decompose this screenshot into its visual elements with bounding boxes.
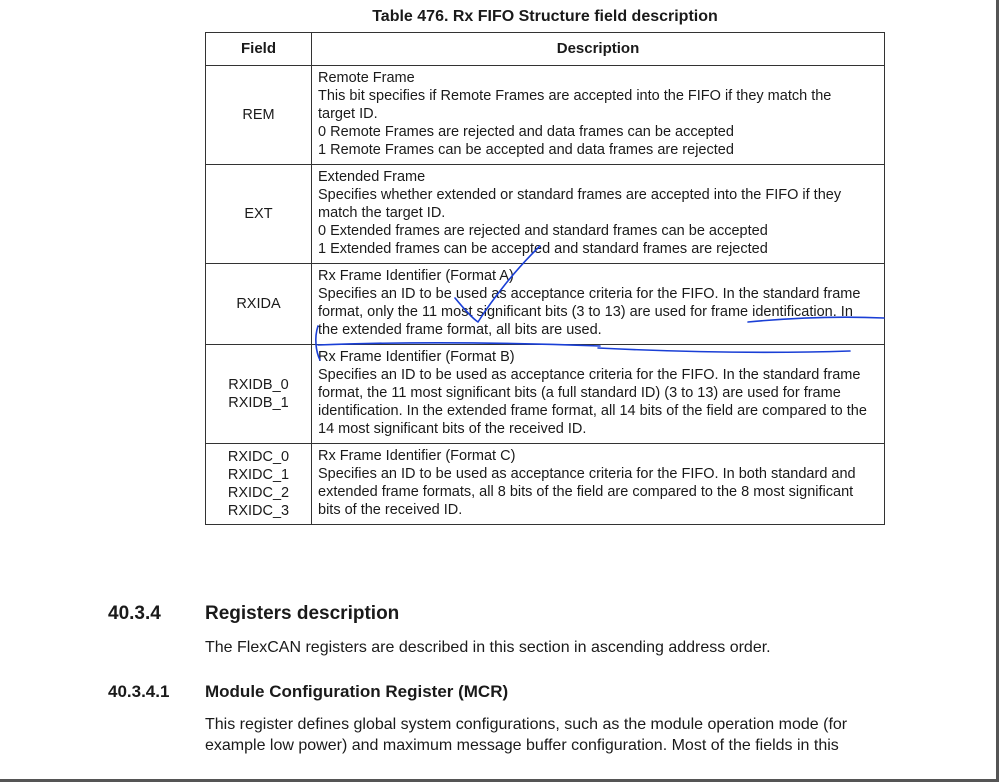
description-line: 0 Remote Frames are rejected and data frames can be accepted xyxy=(318,124,734,140)
body-line: example low power) and maximum message buffer configuration. Most of the fields in this xyxy=(205,737,839,754)
body-line: This register defines global system configurations, such as the module operation mode (for xyxy=(205,716,848,733)
description-line: match the target ID. xyxy=(318,205,446,221)
description-line: target ID. xyxy=(318,106,378,122)
field-cell xyxy=(206,66,312,165)
table-row-rxida xyxy=(206,264,885,345)
section-number: 40.3.4 xyxy=(108,603,161,624)
description-cell xyxy=(312,66,885,165)
table-caption: Table 476. Rx FIFO Structure field description xyxy=(372,8,718,25)
subsection-number: 40.3.4.1 xyxy=(108,682,170,701)
subsection-title: Module Configuration Register (MCR) xyxy=(205,682,509,701)
field-name: RXIDC_1 xyxy=(227,467,290,483)
field-name: EXT xyxy=(244,206,273,222)
description-cell xyxy=(312,165,885,264)
field-column-header: Field xyxy=(206,33,312,66)
description-cell xyxy=(312,264,885,345)
field-name: RXIDC_3 xyxy=(227,503,290,519)
description-line: Remote Frame xyxy=(318,70,415,86)
description-line: 1 Extended frames can be accepted and standard frames are rejected xyxy=(318,241,768,257)
description-line: 1 Remote Frames can be accepted and data frames are rejected xyxy=(318,142,734,158)
table-header-row xyxy=(206,33,885,66)
description-line: identification. In the extended frame format, all 14 bits of the field are compared to the xyxy=(318,403,867,419)
description-line: This bit specifies if Remote Frames are accepted into the FIFO if they match the xyxy=(318,88,832,104)
table-row-ext xyxy=(206,165,885,264)
description-line: format, the 11 most significant bits (a full standard ID) (3 to 13) are used for frame xyxy=(318,385,841,401)
section-title: Registers description xyxy=(205,603,400,624)
table-row-rem xyxy=(206,66,885,165)
description-line: Rx Frame Identifier (Format A) xyxy=(318,268,514,284)
field-cell xyxy=(206,444,312,525)
description-cell xyxy=(312,444,885,525)
description-line: Specifies whether extended or standard frames are accepted into the FIFO if they xyxy=(318,187,842,203)
description-line: Rx Frame Identifier (Format C) xyxy=(318,448,516,464)
field-cell xyxy=(206,165,312,264)
description-line: extended frame formats, all 8 bits of the field are compared to the 8 most significant xyxy=(318,484,854,500)
field-description-table xyxy=(205,32,885,525)
field-name: RXIDC_0 xyxy=(227,449,290,465)
description-line: Rx Frame Identifier (Format B) xyxy=(318,349,515,365)
description-column-header: Description xyxy=(312,33,885,66)
field-cell xyxy=(206,345,312,444)
field-cell xyxy=(206,264,312,345)
description-cell xyxy=(312,345,885,444)
field-name: RXIDB_1 xyxy=(228,395,289,411)
field-name: RXIDC_2 xyxy=(227,485,290,501)
description-line: Specifies an ID to be used as acceptance criteria for the FIFO. In the standard frame xyxy=(318,286,861,302)
field-name: RXIDB_0 xyxy=(228,377,289,393)
description-line: 14 most significant bits of the received ID. xyxy=(318,421,587,437)
description-line: Specifies an ID to be used as acceptance criteria for the FIFO. In the standard frame xyxy=(318,367,861,383)
field-name: REM xyxy=(242,107,275,123)
description-line: the extended frame format, all bits are used. xyxy=(318,322,602,338)
section-body: The FlexCAN registers are described in this section in ascending address order. xyxy=(205,639,771,656)
table-row-rxidc xyxy=(206,444,885,525)
table-row-rxidb xyxy=(206,345,885,444)
description-line: Specifies an ID to be used as acceptance criteria for the FIFO. In both standard and xyxy=(318,466,856,482)
description-line: 0 Extended frames are rejected and standard frames can be accepted xyxy=(318,223,768,239)
description-line: Extended Frame xyxy=(318,169,426,185)
description-line: bits of the received ID. xyxy=(318,502,463,518)
subsection-body xyxy=(205,714,895,756)
field-name: RXIDA xyxy=(236,296,281,312)
description-line: format, only the 11 most significant bits (3 to 13) are used for frame identification. In xyxy=(318,304,853,320)
